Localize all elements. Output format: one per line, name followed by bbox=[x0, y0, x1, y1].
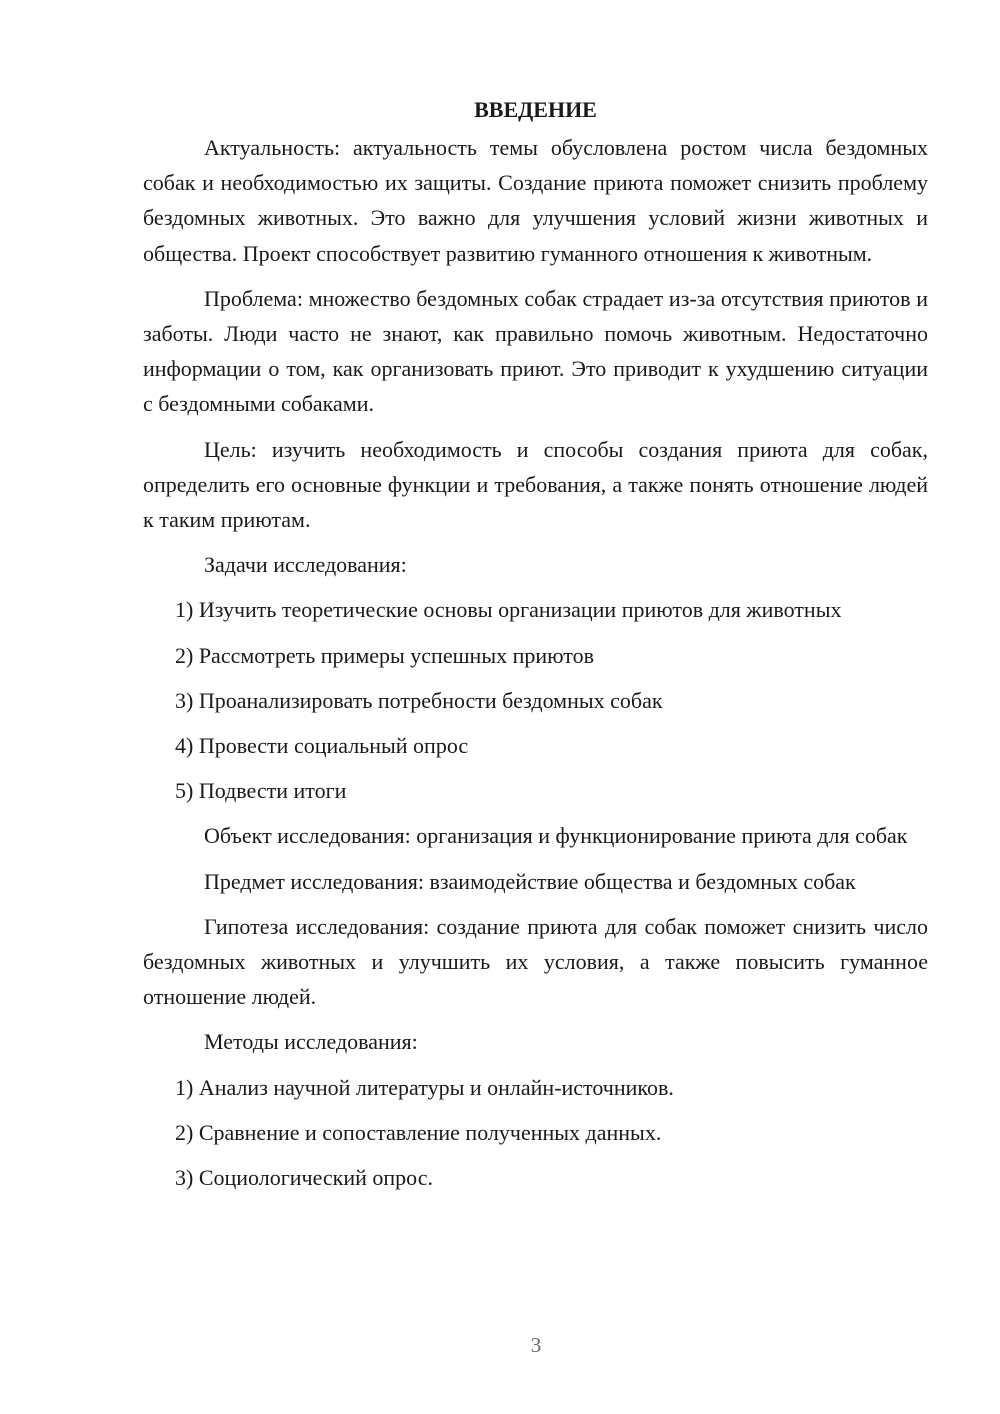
methods-heading: Методы исследования: bbox=[204, 1029, 418, 1055]
tasks-heading: Задачи исследования: bbox=[204, 552, 407, 578]
task-item: 2) Рассмотреть примеры успешных приютов bbox=[175, 642, 594, 668]
method-item: 1) Анализ научной литературы и онлайн-источников. bbox=[175, 1074, 674, 1100]
methods-list bbox=[143, 1070, 928, 1196]
task-item: 1) Изучить теоретические основы организации приютов для животных bbox=[175, 597, 842, 623]
problem-paragraph: Проблема: множество бездомных собак страдает из-за отсутствия приютов и заботы. Люди часто не знают, как правильно помочь животным. Недостаточно информации о том, как организовать приют. Это приводит к ухудшению ситуации с бездомными собаками. bbox=[143, 285, 928, 417]
goal-paragraph: Цель: изучить необходимость и способы создания приюта для собак, определить его основные функции и требования, а также понять отношение людей к таким приютам. bbox=[143, 436, 928, 533]
relevance-paragraph: Актуальность: актуальность темы обусловлена ростом числа бездомных собак и необходимостью их защиты. Создание приюта поможет снизить проблему бездомных животных. Это важно для улучшения условий жизни животных и общества. Проект способствует развитию гуманного отношения к животным. bbox=[143, 135, 928, 266]
subject-paragraph: Предмет исследования: взаимодействие общества и бездомных собак bbox=[204, 868, 856, 894]
method-item: 2) Сравнение и сопоставление полученных данных. bbox=[175, 1119, 662, 1145]
document-page bbox=[143, 92, 928, 1205]
page-title: ВВЕДЕНИЕ bbox=[474, 97, 597, 122]
task-item: 4) Провести социальный опрос bbox=[175, 733, 469, 759]
page-number: 3 bbox=[530, 1333, 542, 1357]
hypothesis-paragraph: Гипотеза исследования: создание приюта для собак поможет снизить число бездомных животных и улучшить их условия, а также повысить гуманное отношение людей. bbox=[143, 913, 928, 1010]
method-item: 3) Социологический опрос. bbox=[175, 1165, 433, 1191]
task-item: 5) Подвести итоги bbox=[175, 778, 347, 804]
tasks-list bbox=[143, 592, 928, 808]
task-item: 3) Проанализировать потребности бездомных собак bbox=[175, 687, 663, 713]
object-paragraph: Объект исследования: организация и функционирование приюта для собак bbox=[204, 823, 908, 849]
